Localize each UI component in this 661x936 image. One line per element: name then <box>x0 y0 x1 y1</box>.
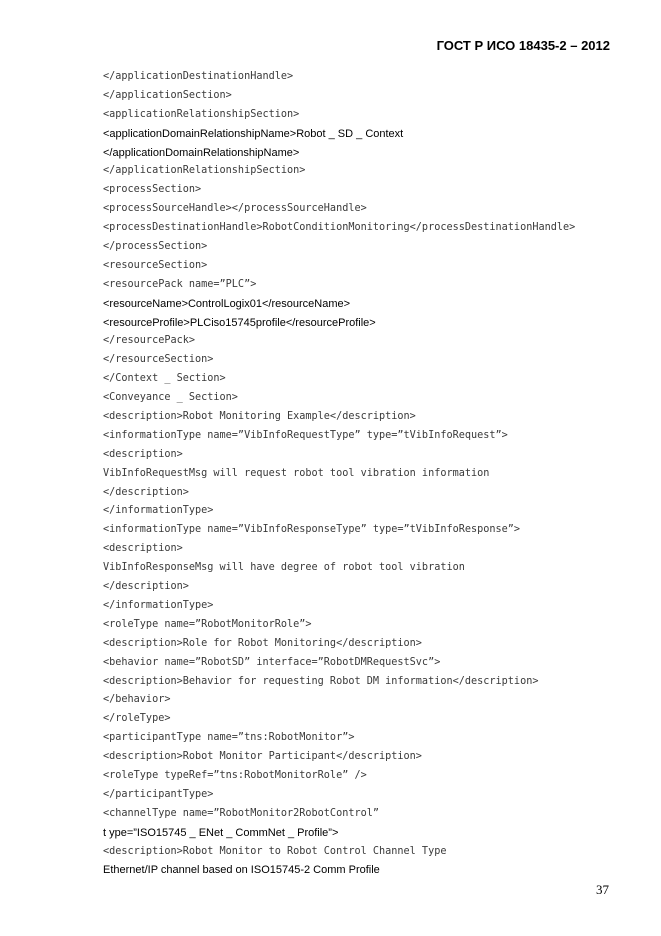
code-line: <channelType name=”RobotMonitor2RobotControl” <box>103 807 380 819</box>
code-line: </description> <box>103 581 189 593</box>
code-line: </applicationDestinationHandle> <box>103 71 294 82</box>
code-line: </applicationRelationshipSection> <box>103 165 306 177</box>
code-line: <roleType typeRef=”tns:RobotMonitorRole” /> <box>103 769 367 781</box>
code-line: <applicationRelationshipSection> <box>103 108 300 120</box>
code-line: <informationType name=”VibInfoResponseType” type=”tVibInfoResponse”> <box>103 524 521 536</box>
code-line: <resourceProfile>PLCiso15745profile</resourceProfile> <box>103 316 376 329</box>
code-line: <resourcePack name=”PLC”> <box>103 278 257 290</box>
code-line: VibInfoResponseMsg will have degree of robot tool vibration <box>103 562 465 574</box>
code-line: <roleType name=”RobotMonitorRole”> <box>103 618 312 630</box>
code-line: <processDestinationHandle>RobotConditionMonitoring</processDestinationHandle> <box>103 222 576 234</box>
code-line: t ype=”ISO15745 _ ENet _ CommNet _ Profile”> <box>103 826 339 839</box>
code-line: <applicationDomainRelationshipName>Robot _ SD _ Context <box>103 127 404 140</box>
code-line: <processSourceHandle></processSourceHandle> <box>103 203 367 215</box>
code-line: </applicationDomainRelationshipName> <box>103 146 300 159</box>
code-line: <description> <box>103 543 183 555</box>
code-line: <description>Robot Monitor Participant</description> <box>103 751 422 763</box>
code-line: </informationType> <box>103 599 214 611</box>
code-line: <informationType name=”VibInfoRequestType” type=”tVibInfoRequest”> <box>103 429 508 441</box>
code-line: <description>Role for Robot Monitoring</description> <box>103 637 422 649</box>
code-line: </behavior> <box>103 694 171 706</box>
xml-listing <box>103 68 643 880</box>
code-line: </Context _ Section> <box>103 373 226 385</box>
code-line: VibInfoRequestMsg will request robot tool vibration information <box>103 467 490 479</box>
code-line: <description>Robot Monitoring Example</description> <box>103 411 416 423</box>
code-line: <description>Behavior for requesting Robot DM information</description> <box>103 675 539 687</box>
code-line: </informationType> <box>103 505 214 517</box>
code-line: <processSection> <box>103 184 202 196</box>
code-line: Ethernet/IP channel based on ISO15745-2 Comm Profile <box>103 864 380 877</box>
page-number: 37 <box>596 882 609 897</box>
code-line: <resourceName>ControlLogix01</resourceName> <box>103 297 351 310</box>
code-line: <resourceSection> <box>103 259 208 271</box>
code-line: <behavior name=”RobotSD” interface=”RobotDMRequestSvc”> <box>103 656 441 668</box>
code-line: <description> <box>103 448 183 460</box>
document-header: ГОСТ Р ИСО 18435-2 – 2012 <box>436 38 610 53</box>
code-line: </description> <box>103 486 189 498</box>
code-line: </participantType> <box>103 788 214 800</box>
code-line: </applicationSection> <box>103 89 232 101</box>
code-line: </resourcePack> <box>103 335 196 347</box>
code-line: </roleType> <box>103 713 171 725</box>
code-line: </processSection> <box>103 241 208 253</box>
code-line: <description>Robot Monitor to Robot Control Channel Type <box>103 845 447 857</box>
code-line: </resourceSection> <box>103 354 214 366</box>
code-line: <participantType name=”tns:RobotMonitor”> <box>103 732 355 744</box>
code-line: <Conveyance _ Section> <box>103 392 238 404</box>
